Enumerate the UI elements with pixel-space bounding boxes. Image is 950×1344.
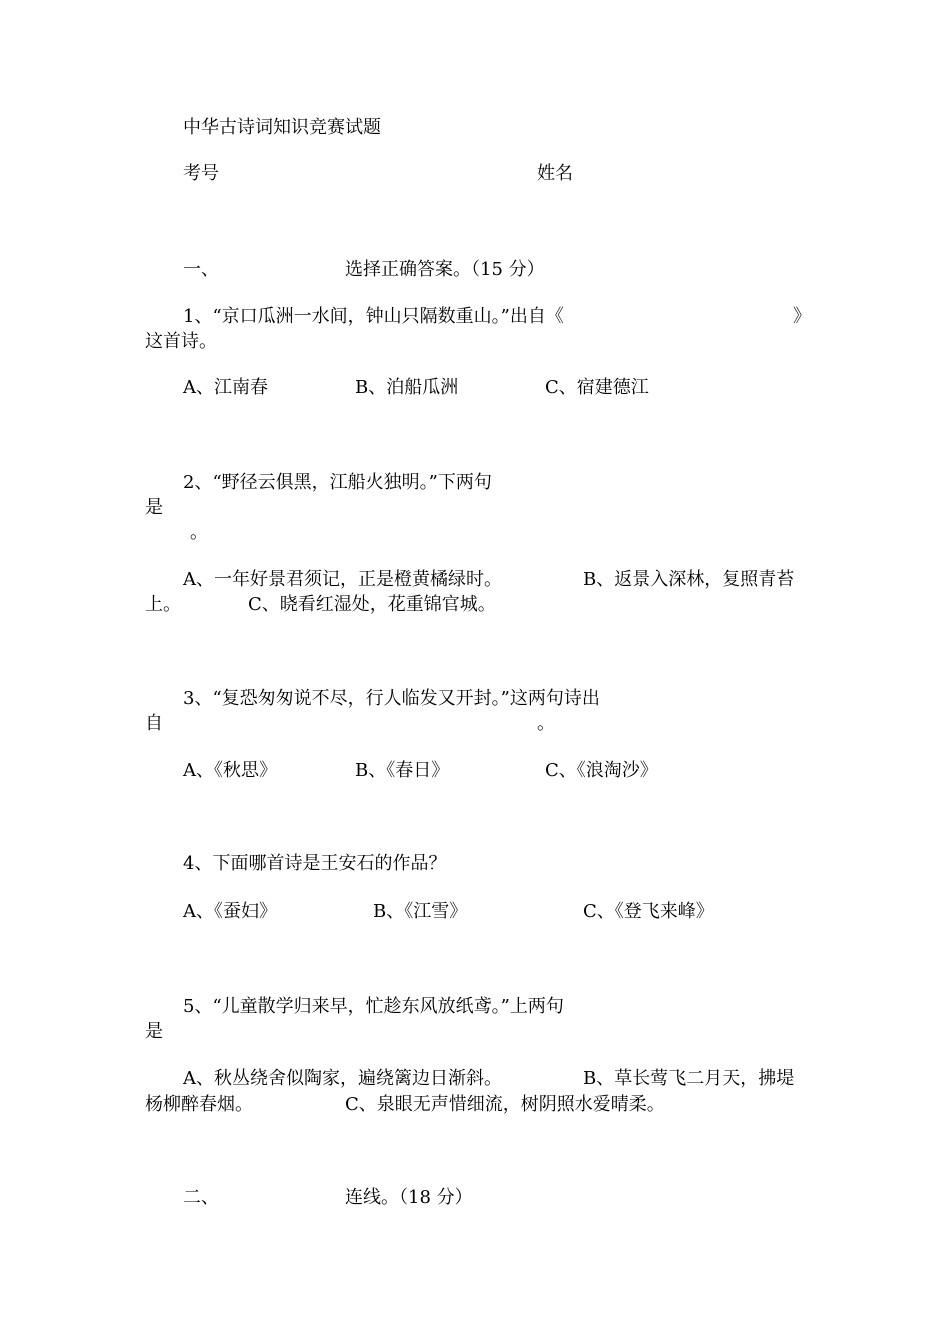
q1-option-c: C、宿建德江 <box>545 377 649 398</box>
exam-number-label: 考号 <box>183 163 219 184</box>
q5-option-c: C、泉眼无声惜细流，树阴照水爱晴柔。 <box>345 1094 665 1115</box>
q3-option-a: A、《秋思》 <box>183 760 277 781</box>
q4-option-b: B、《江雪》 <box>373 901 468 922</box>
q1-option-b: B、泊船瓜洲 <box>355 377 459 398</box>
q1-text-continued: 这首诗。 <box>145 331 217 352</box>
section-1-number: 一、 <box>183 259 219 280</box>
q4-text: 4、下面哪首诗是王安石的作品？ <box>183 853 447 874</box>
q2-option-b: B、返景入深林，复照青苔 <box>583 569 795 590</box>
q2-option-c: C、晓看红湿处，花重锦官城。 <box>248 594 496 615</box>
q5-option-b: B、草长莺飞二月天，拂堤 <box>583 1068 795 1089</box>
section-2-title: 连线。（18 分） <box>345 1187 473 1208</box>
q3-option-c: C、《浪淘沙》 <box>545 760 658 781</box>
q3-blank-period: 。 <box>537 713 555 734</box>
q3-text-continued: 自 <box>145 713 163 734</box>
exam-title: 中华古诗词知识竞赛试题 <box>183 117 381 138</box>
q4-option-c: C、《登飞来峰》 <box>583 901 714 922</box>
q5-text: 5、“儿童散学归来早，忙趁东风放纸鸢。”上两句 <box>183 996 564 1017</box>
q5-option-a: A、秋丛绕舍似陶家，遍绕篱边日渐斜。 <box>183 1068 502 1089</box>
student-name-label: 姓名 <box>537 163 573 184</box>
q1-text: 1、“京口瓜洲一水间，钟山只隔数重山。”出自《 <box>183 306 564 327</box>
q5-option-b-continued: 杨柳醉春烟。 <box>145 1094 253 1115</box>
q1-option-a: A、江南春 <box>183 377 268 398</box>
q3-option-b: B、《春日》 <box>355 760 450 781</box>
section-2-number: 二、 <box>183 1187 219 1208</box>
q4-option-a: A、《蚕妇》 <box>183 901 277 922</box>
q5-text-continued: 是 <box>145 1021 163 1042</box>
q3-text: 3、“复恐匆匆说不尽，行人临发又开封。”这两句诗出 <box>183 688 600 709</box>
q2-option-a: A、一年好景君须记，正是橙黄橘绿时。 <box>183 569 502 590</box>
q2-text: 2、“野径云俱黑，江船火独明。”下两句 <box>183 472 492 493</box>
q2-option-b-continued: 上。 <box>145 594 181 615</box>
section-1-title: 选择正确答案。（15 分） <box>345 259 545 280</box>
q2-text-continued: 是 <box>145 497 163 518</box>
q1-bracket-close: 》 <box>793 306 811 327</box>
q2-blank-period: 。 <box>190 522 208 543</box>
